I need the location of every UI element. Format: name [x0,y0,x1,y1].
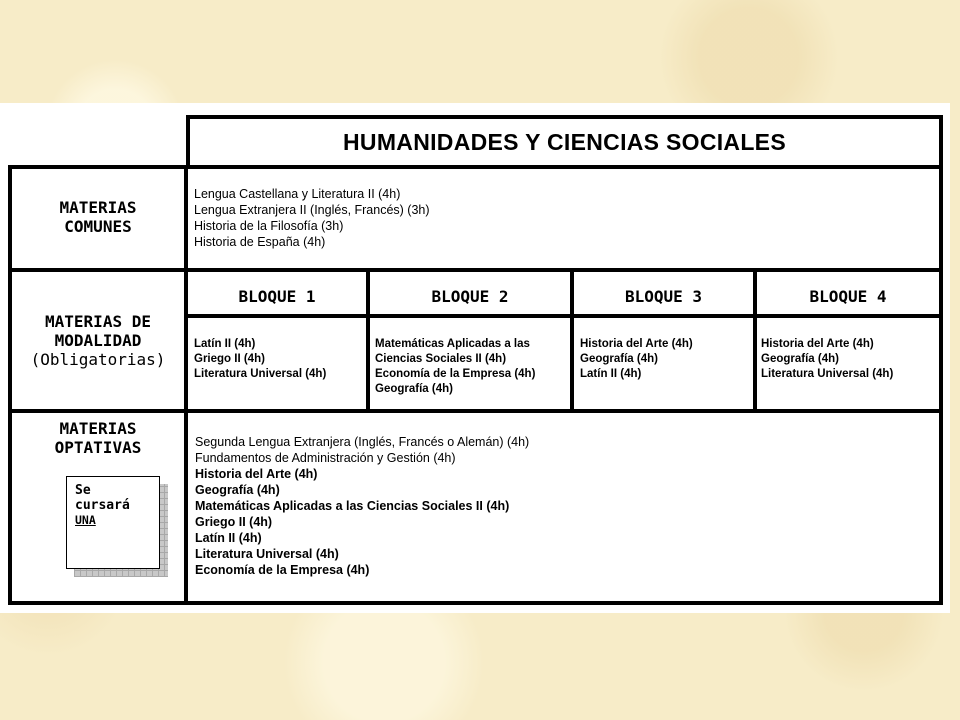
label-materias-comunes [12,198,184,236]
list-item: Segunda Lengua Extranjera (Inglés, Francés o Alemán) (4h) [195,435,530,449]
list-item: Ciencias Sociales II (4h) [375,353,507,365]
list-item: Latín II (4h) [194,338,256,350]
list-item: Literatura Universal (4h) [195,547,339,561]
bloque-4-header: BLOQUE 4 [809,286,887,306]
list-item: Lengua Castellana y Literatura II (4h) [194,187,401,201]
list-item: Latín II (4h) [580,368,642,380]
bloque-1-header: BLOQUE 1 [238,286,316,306]
list-item: Geografía (4h) [580,353,658,365]
list-item: Geografía (4h) [375,383,453,395]
list-item: Literatura Universal (4h) [194,368,327,380]
bloque-1-list [194,337,326,382]
list-item: Griego II (4h) [195,515,273,529]
note-line: cursará [75,498,130,513]
bloque-2-header: BLOQUE 2 [431,286,509,306]
bloque-3-list [580,337,693,382]
label-line: COMUNES [64,217,132,236]
comunes-list [194,186,430,250]
note-se-cursara-una [66,476,160,569]
label-materias-modalidad [12,312,184,369]
optativas-list [195,434,529,578]
note-line: Se [75,483,91,498]
note-line-underlined: UNA [75,513,96,527]
list-item: Historia de la Filosofía (3h) [194,219,344,233]
list-item: Historia del Arte (4h) [580,338,693,350]
list-item: Fundamentos de Administración y Gestión (4h) [195,451,456,465]
page-title: HUMANIDADES Y CIENCIAS SOCIALES [343,128,786,155]
list-item: Economía de la Empresa (4h) [195,563,370,577]
row-divider-comunes [8,268,943,272]
list-item: Geografía (4h) [761,353,839,365]
title-box [186,115,943,169]
list-item: Historia de España (4h) [194,235,326,249]
list-item: Historia del Arte (4h) [761,338,874,350]
list-item: Matemáticas Aplicadas a las Ciencias Sociales II (4h) [195,499,510,513]
label-line: (Obligatorias) [30,350,166,369]
list-item: Geografía (4h) [195,483,280,497]
bloque-2-list [375,337,535,397]
label-line: MATERIAS [59,198,137,217]
list-item: Literatura Universal (4h) [761,368,894,380]
list-item: Matemáticas Aplicadas a las [375,338,530,350]
list-item: Latín II (4h) [195,531,262,545]
label-line: MATERIAS [59,419,137,438]
list-item: Historia del Arte (4h) [195,467,318,481]
label-line: OPTATIVAS [54,438,142,457]
list-item: Griego II (4h) [194,353,265,365]
label-column-divider [184,165,188,605]
label-materias-optativas [12,419,184,457]
list-item: Lengua Extranjera II (Inglés, Francés) (3h) [194,203,430,217]
label-line: MODALIDAD [54,331,142,350]
row-divider-modalidad [8,409,943,413]
list-item: Economía de la Empresa (4h) [375,368,536,380]
label-line: MATERIAS DE [45,312,151,331]
bloque-4-list [761,337,893,382]
bloque-3-header: BLOQUE 3 [624,286,703,306]
